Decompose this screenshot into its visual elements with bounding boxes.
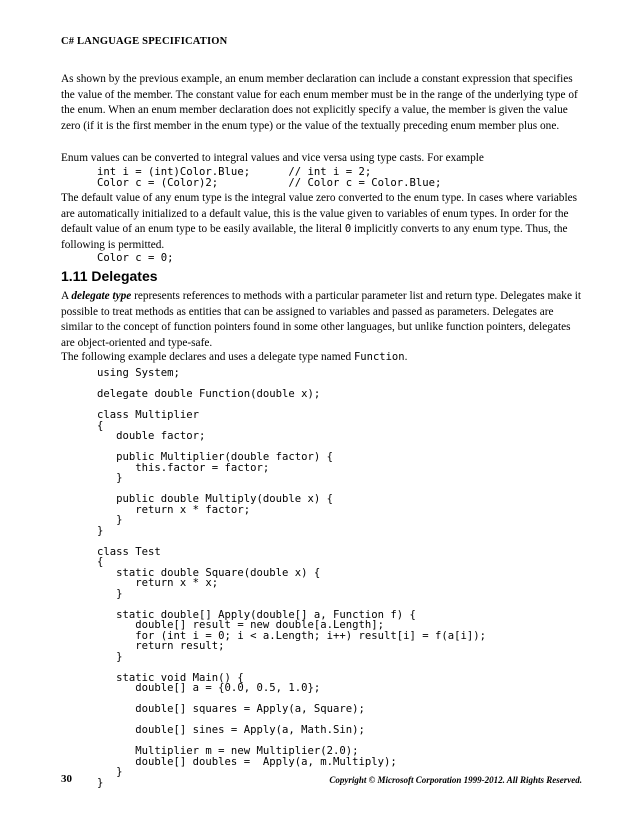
paragraph-default-value [61,191,585,253]
text-delegate-before: A [61,290,72,302]
paragraph-delegate-type [61,289,585,351]
running-header: C# LANGUAGE SPECIFICATION [61,36,228,47]
section-heading-delegates: 1.11 Delegates [61,268,158,284]
code-block-delegate-example: using System; delegate double Function(double x); class Multiplier { double factor; public Multiplier(double factor) { this.factor = factor; } public double Multiply(double x) { return x * factor; } } class Test { static double Square(double x) { return x * x; } static double[] Apply(double[] a, Function f) { double[] result = new double[a.Length]; for (int i = 0; i < a.Length; i++) result[i] = f(a[i]); return result; } static void Main() { double[] a = {0.0, 0.5, 1.0}; double[] squares = Apply(a, Square); double[] sines = Apply(a, Math.Sin); Multiplier m = new Multiplier(2.0); double[] doubles = Apply(a, m.Multiply); } } [97,367,487,789]
paragraph-enum-conversion: Enum values can be converted to integral values and vice versa using type casts. For example [61,152,484,164]
text-default-value-before: The default value of any enum type is the integral value zero converted to the enum type. In cases where variables are automatically initialized to a default value, this is the value given to variables of enum types. In order for the default value of an enum type to be easily available, the literal [61,192,577,235]
text-example-after: . [404,351,408,363]
defined-term-delegate-type: delegate type [71,290,132,302]
text-default-value-after: implicitly converts to any enum type. Thus, the following is permitted. [61,223,568,251]
text-example-before: The following example declares and uses a delegate type named [61,351,354,363]
copyright-notice: Copyright © Microsoft Corporation 1999-2012. All Rights Reserved. [329,775,582,785]
code-block-color-zero: Color c = 0; [97,252,174,264]
paragraph-delegate-example-intro [61,350,585,366]
code-block-enum-casts: int i = (int)Color.Blue; // int i = 2; Color c = (Color)2; // Color c = Color.Blue; [97,166,442,189]
inline-code-function: Function [353,351,405,363]
paragraph-enum-member-declaration: As shown by the previous example, an enum member declaration can include a constant expression that specifies the value of the member. The constant value for each enum member must be in the range of the underlying type of the enum. When an enum member declaration does not explicitly specify a value, the member is given the value zero (if it is the first member in the enum type) or the value of the textually preceding enum member plus one. [61,73,578,132]
inline-code-zero: 0 [344,223,352,235]
text-delegate-after: represents references to methods with a particular parameter list and return type. Delegates make it possible to treat methods as entities that can be assigned to variables and passed as parameters. Delegates are similar to the concept of function pointers found in some other languages, but unlike function pointers, delegates are object-oriented and type-safe. [61,290,582,349]
page-number: 30 [61,773,72,785]
